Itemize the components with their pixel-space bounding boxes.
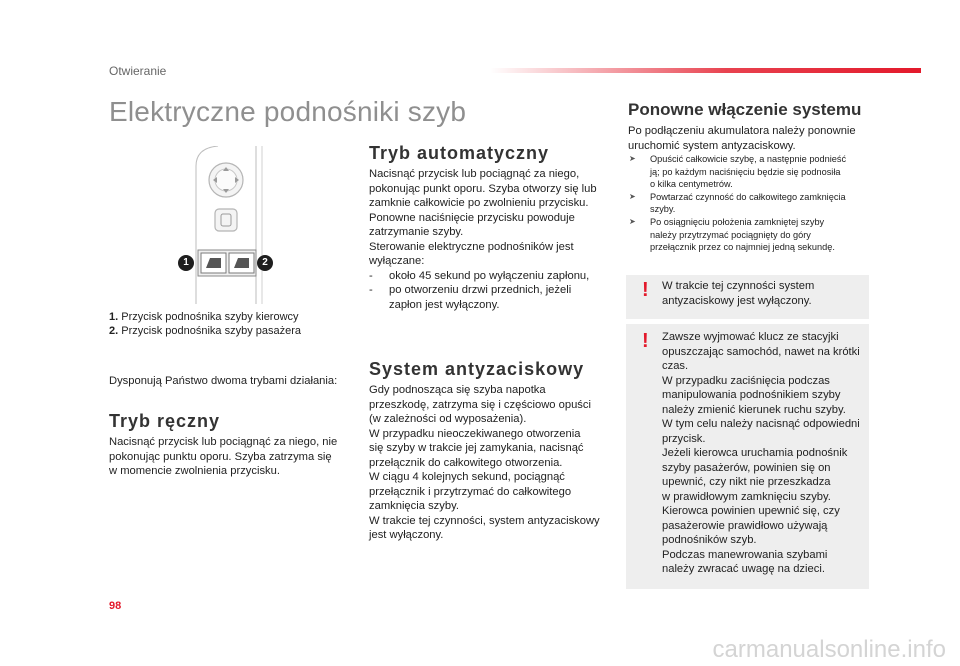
auto-mode-list <box>369 269 609 313</box>
callout-1: 1 <box>178 255 194 271</box>
watermark: carmanualsonline.info <box>712 636 946 663</box>
reactivation-text: Po podłączeniu akumulatora należy ponownie uruchomić system antyzaciskowy. <box>628 125 856 152</box>
warning-icon: ! <box>642 279 649 301</box>
page-title: Elektryczne podnośniki szyb <box>109 96 467 127</box>
window-switch-figure <box>178 146 278 306</box>
list-item: ➤ Po osiągnięciu położenia zamkniętej szyby należy przytrzymać pociągnięty do góry przełącznik przez co najmniej jedną sekundę. <box>628 216 873 254</box>
reactivation-steps <box>628 153 873 254</box>
list-item: - po otworzeniu drzwi przednich, jeżeli zapłon jest wyłączony. <box>369 283 589 312</box>
list-item: ➤ Powtarzać czynność do całkowitego zamknięcia szyby. <box>628 191 873 216</box>
header-accent-bar <box>490 68 921 73</box>
auto-mode-title: Tryb automatyczny <box>369 143 550 163</box>
list-item: ➤ Opuścić całkowicie szybę, a następnie podnieść ją; po każdym naciśnięciu będzie się podnosiła o kilka centymetrów. <box>628 153 873 191</box>
warning-box-1 <box>626 275 869 319</box>
manual-mode-text: Nacisnąć przycisk lub pociągnąć za niego, nie pokonując punktu oporu. Szyba zatrzyma się w momencie zwolnienia przycisku. <box>109 436 338 477</box>
manual-mode-title: Tryb ręczny <box>109 411 221 431</box>
anti-pinch-text: Gdy podnosząca się szyba napotka przeszkodę, zatrzyma się i częściowo opuści (w zależności od wyposażenia). W przypadku nieoczekiwanego otworzenia się szyby w trakcie jej zamykania, nacisnąć przełącznik do całkowitego otworzenia. W ciągu 4 kolejnych sekund, pociągnąć przełącznik i przytrzymać do całkowitego zamknięcia szyby. W trakcie tej czynności, system antyzaciskowy jest wyłączony. <box>369 384 600 541</box>
legend-item: 2. Przycisk podnośnika szyby pasażera <box>109 324 301 337</box>
window-switch-illustration <box>178 146 278 306</box>
warning-2-text: Zawsze wyjmować klucz ze stacyjki opuszczając samochód, nawet na krótki czas. W przypadku zaciśnięcia podczas manipulowania podnośnikiem szyby należy zmienić kierunek ruchu szyby. W tym celu należy nacisnąć odpowiedni przycisk. Jeżeli kierowca uruchamia podnośnik szyby pasażerów, powinien się on upewnić, czy nikt nie przeszkadza w prawidłowym zamknięciu szyby. Kierowca powinien upewnić się, czy pasażerowie prawidłowo używają podnośników szyb. Podczas manewrowania szybami należy zwracać uwagę na dzieci. <box>662 331 860 575</box>
page-number: 98 <box>109 600 122 612</box>
warning-1-text: W trakcie tej czynności system antyzaciskowy jest wyłączony. <box>662 280 815 307</box>
anti-pinch-title: System antyzaciskowy <box>369 359 585 379</box>
intro-text: Dysponują Państwo dwoma trybami działania: <box>109 375 338 387</box>
legend-item: 1. Przycisk podnośnika szyby kierowcy <box>109 311 299 323</box>
figure-legend <box>109 311 349 338</box>
warning-box-2 <box>626 324 869 589</box>
section-header: Otwieranie <box>109 64 167 78</box>
list-item: - około 45 sekund po wyłączeniu zapłonu, <box>369 269 609 284</box>
auto-mode-text: Nacisnąć przycisk lub pociągnąć za niego, pokonując punkt oporu. Szyba otworzy się lub zamknie całkowicie po zwolnieniu przycisku. Ponowne naciśnięcie przycisku powoduje zatrzymanie szyby. Sterowanie elektryczne podnośników jest wyłączane: - około 45 sekund po wyłączeniu zapłonu, - po otworzeniu drzwi przednich, jeżeli zapłon jest wyłączony. <box>369 167 609 312</box>
callout-2: 2 <box>257 255 273 271</box>
warning-icon: ! <box>642 330 649 352</box>
reactivation-title: Ponowne włączenie systemu <box>628 100 862 119</box>
